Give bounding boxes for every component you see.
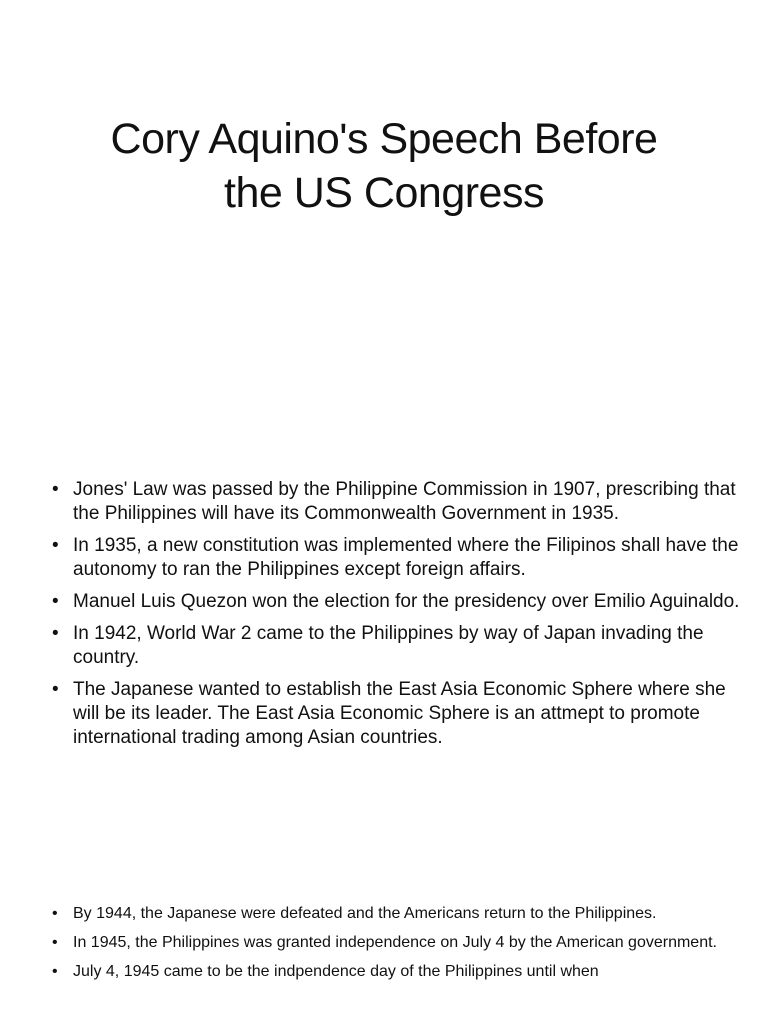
bullet-text: Manuel Luis Quezon won the election for the presidency over Emilio Aguinaldo. bbox=[73, 591, 740, 612]
bullet-text: Jones' Law was passed by the Philippine Commission in 1907, prescribing that the Philippines will have its Commonwealth Government in 1935. bbox=[73, 479, 736, 524]
bullet-list bbox=[52, 902, 752, 989]
bullet-text: By 1944, the Japanese were defeated and the Americans return to the Philippines. bbox=[73, 905, 657, 922]
bullet-dot-icon: • bbox=[52, 591, 59, 612]
bullet-item bbox=[52, 622, 752, 670]
bullet-item bbox=[52, 534, 752, 582]
bullet-item bbox=[52, 902, 752, 925]
bullet-dot-icon: • bbox=[52, 934, 58, 951]
bullet-item bbox=[52, 960, 752, 983]
title-slide bbox=[0, 0, 768, 432]
bullet-list bbox=[52, 478, 752, 758]
bullet-dot-icon: • bbox=[52, 535, 59, 556]
bullet-text: The Japanese wanted to establish the East Asia Economic Sphere where she will be its leader. The East Asia Economic Sphere is an attmept to promote international trading among Asian countries. bbox=[73, 679, 726, 748]
bullet-text: In 1942, World War 2 came to the Philippines by way of Japan invading the country. bbox=[73, 623, 704, 668]
bullet-dot-icon: • bbox=[52, 963, 58, 980]
bullet-dot-icon: • bbox=[52, 479, 59, 500]
slide-title-line-2: the US Congress bbox=[224, 169, 544, 217]
bullet-text: In 1945, the Philippines was granted independence on July 4 by the American government. bbox=[73, 934, 717, 951]
bullet-item bbox=[52, 678, 752, 750]
slide-title-line-1: Cory Aquino's Speech Before bbox=[110, 115, 658, 163]
bullet-item bbox=[52, 931, 752, 954]
content-slide-history bbox=[0, 432, 768, 864]
bullet-dot-icon: • bbox=[52, 905, 58, 922]
content-slide-independence bbox=[0, 864, 768, 1024]
bullet-text: July 4, 1945 came to be the indpendence day of the Philippines until when bbox=[73, 963, 599, 980]
bullet-dot-icon: • bbox=[52, 679, 59, 700]
slide-title bbox=[0, 112, 768, 220]
bullet-item bbox=[52, 590, 752, 614]
bullet-item bbox=[52, 478, 752, 526]
bullet-dot-icon: • bbox=[52, 623, 59, 644]
bullet-text: In 1935, a new constitution was implemented where the Filipinos shall have the autonomy to ran the Philippines except foreign affairs. bbox=[73, 535, 739, 580]
